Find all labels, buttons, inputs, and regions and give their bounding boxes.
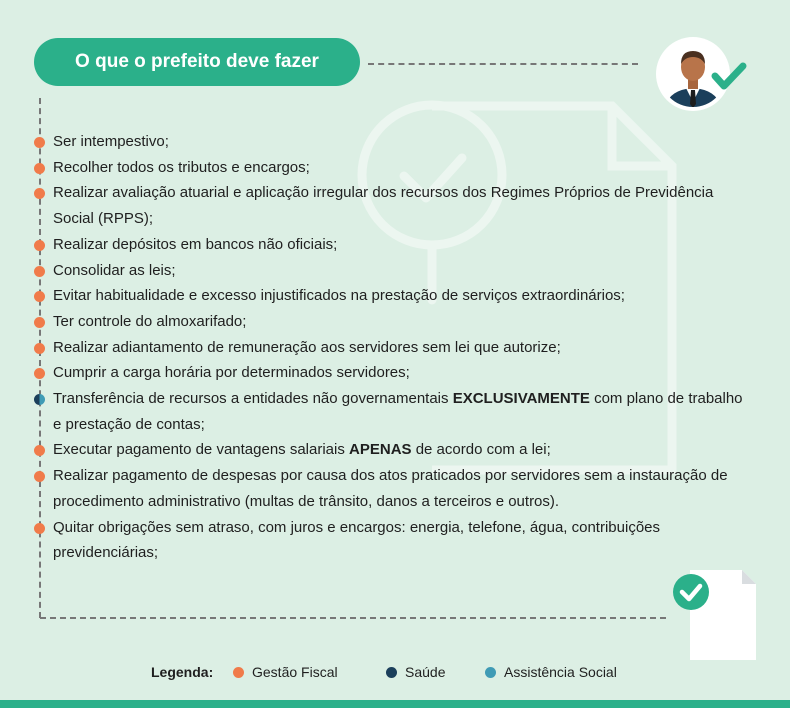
mayor-avatar-check-icon <box>656 36 752 117</box>
gestao-fiscal-bullet-icon <box>34 188 45 199</box>
gestao-fiscal-bullet-icon <box>34 137 45 148</box>
gestao-fiscal-bullet-icon <box>34 266 45 277</box>
list-item: Executar pagamento de vantagens salariais APENAS de acordo com a lei; <box>33 437 743 463</box>
list-item: Cumprir a carga horária por determinados servidores; <box>33 360 743 386</box>
legend-item-saude: Saúde <box>386 664 445 680</box>
list-item: Ter controle do almoxarifado; <box>33 309 743 335</box>
legend-item-assistencia-social: Assistência Social <box>485 664 617 680</box>
gestao-fiscal-bullet-icon <box>34 368 45 379</box>
legend-item-gestao-fiscal: Gestão Fiscal <box>233 664 338 680</box>
gestao-fiscal-dot-icon <box>233 667 244 678</box>
gestao-fiscal-bullet-icon <box>34 471 45 482</box>
list-item: Quitar obrigações sem atraso, com juros e encargos: energia, telefone, água, contribuições previdenciárias; <box>33 515 743 566</box>
gestao-fiscal-bullet-icon <box>34 317 45 328</box>
legend-title: Legenda: <box>151 664 214 680</box>
assistencia-social-dot-icon <box>485 667 496 678</box>
saude-assistencia-bullet-icon <box>34 394 45 405</box>
list-item: Realizar avaliação atuarial e aplicação irregular dos recursos dos Regimes Próprios de Previdência Social (RPPS); <box>33 180 743 231</box>
list-item: Ser intempestivo; <box>33 129 743 155</box>
gestao-fiscal-bullet-icon <box>34 445 45 456</box>
list-item: Transferência de recursos a entidades não governamentais EXCLUSIVAMENTE com plano de trabalho e prestação de contas; <box>33 386 743 437</box>
gestao-fiscal-bullet-icon <box>34 523 45 534</box>
list-item: Realizar depósitos em bancos não oficiais; <box>33 232 743 258</box>
document-check-icon <box>664 568 760 669</box>
dashed-border-bottom <box>40 617 666 619</box>
gestao-fiscal-bullet-icon <box>34 343 45 354</box>
gestao-fiscal-bullet-icon <box>34 163 45 174</box>
saude-dot-icon <box>386 667 397 678</box>
gestao-fiscal-bullet-icon <box>34 291 45 302</box>
dashed-border-top <box>368 63 638 65</box>
list-item: Recolher todos os tributos e encargos; <box>33 155 743 181</box>
list-item: Realizar pagamento de despesas por causa dos atos praticados por servidores sem a instauração de procedimento administrativo (multas de trânsito, danos a terceiros e outros). <box>33 463 743 514</box>
list-item: Consolidar as leis; <box>33 258 743 284</box>
list-item: Evitar habitualidade e excesso injustificados na prestação de serviços extraordinários; <box>33 283 743 309</box>
gestao-fiscal-bullet-icon <box>34 240 45 251</box>
page-title: O que o prefeito deve fazer <box>34 38 360 86</box>
bottom-accent-bar <box>0 700 790 708</box>
list-item: Realizar adiantamento de remuneração aos servidores sem lei que autorize; <box>33 335 743 361</box>
checklist <box>33 129 763 566</box>
